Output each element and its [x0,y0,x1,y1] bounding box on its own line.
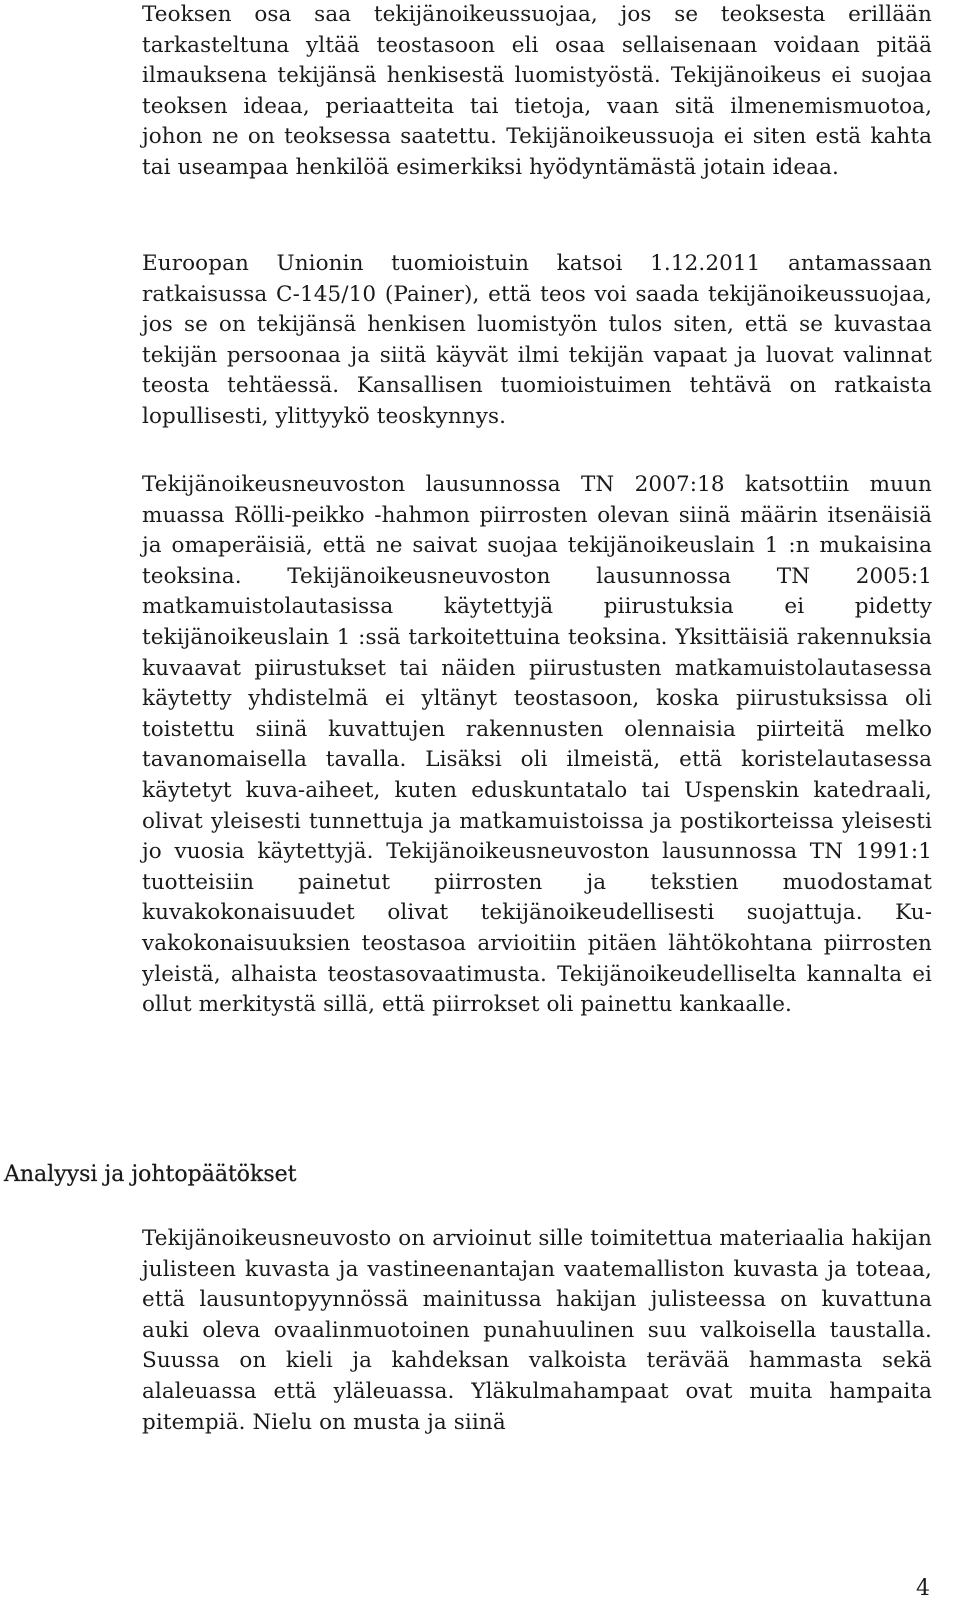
paragraph-analysis: Tekijänoikeusneuvosto on arvioinut sille toimitettua materiaalia hakijan julisteen kuvasta ja vastineenantajan vaatemalliston kuvasta ja toteaa, että lausuntopyynnössä mainitussa hakijan julisteessa on kuvattuna auki oleva ovaalinmuotoinen punahuulinen suu valkoisella taustalla. Suussa on kieli ja kahdeksan valkoista terävää hammasta sekä alaleuassa että yläleuassa. Yläkulmahampaat ovat muita hampaita pitempiä. Nielu on musta ja siinä [142,1226,932,1435]
section-heading: Analyysi ja johtopäätökset [4,1162,297,1187]
page-number: 4 [916,1576,930,1601]
paragraph-copyright-partial-protection: Teoksen osa saa tekijänoikeussuojaa, jos se teoksesta erillään tarkasteltuna yltää teostasoon eli osaa sellaisenaan voidaan pitää ilmauksena tekijänsä henkisestä luomistyöstä. Tekijänoikeus ei suojaa teoksen ideaa, periaatteita tai tietoja, vaan sitä ilmenemismuotoa, johon ne on teoksessa saatettu. Tekijänoikeussuoja ei siten estä kahta tai useampaa henkilöä esimerkiksi hyödyntämästä jotain ideaa. [142,2,932,180]
paragraph-eu-court-painer: Euroopan Unionin tuomioistuin katsoi 1.12.2011 antamassaan ratkaisussa C-145/10 (Painer), että teos voi saada tekijänoikeussuojaa, jos se on tekijänsä henkisen luomistyön tulos siten, että se kuvastaa tekijän persoonaa ja siitä käyvät ilmi tekijän vapaat ja luovat valinnat teosta tehtäessä. Kansallisen tuomioistuimen tehtävä on ratkaista lopullisesti, ylittyykö teoskynnys. [142,251,932,429]
paragraph-council-statements: Tekijänoikeusneuvoston lausunnossa TN 2007:18 katsottiin muun muassa Rölli-peikko -hahmon piirrosten olevan siinä määrin itsenäisiä ja omaperäisiä, että ne saivat suojaa tekijänoikeuslain 1 :n mukaisina teoksina. Tekijänoikeusneuvoston lausunnossa TN 2005:1 matkamuistolautasissa käytettyjä piirustuksia ei pidetty tekijänoikeuslain 1 :ssä tarkoitettuina teoksina. Yksittäisiä rakennuksia kuvaavat piirustukset tai näiden piirustusten matkamuistolautasessa käytetty yhdistelmä ei yltänyt teostasoon, koska piirustuksissa oli toistettu siinä kuvattujen rakennusten olennaisia piirteitä melko tavanomaisella tavalla. Lisäksi oli ilmeistä, että koristelautasessa käytetyt kuva-aiheet, kuten eduskuntatalo tai Uspenskin katedraali, olivat yleisesti tunnettuja ja matkamuistoissa ja postikorteissa yleisesti jo vuosia käytettyjä. Tekijänoikeusneuvoston lausunnossa TN 1991:1 tuotteisiin painetut piirrosten ja tekstien muodostamat kuvakokonaisuudet olivat tekijänoikeudellisesti suojattuja. Kuvakokonaisuuksien teostasoa arvioitiin pitäen lähtökohtana piirrosten yleistä, alhaista teostasovaatimusta. Tekijänoikeudelliselta kannalta ei ollut merkitystä sillä, että piirrokset oli painettu kankaalle. [142,472,932,1018]
